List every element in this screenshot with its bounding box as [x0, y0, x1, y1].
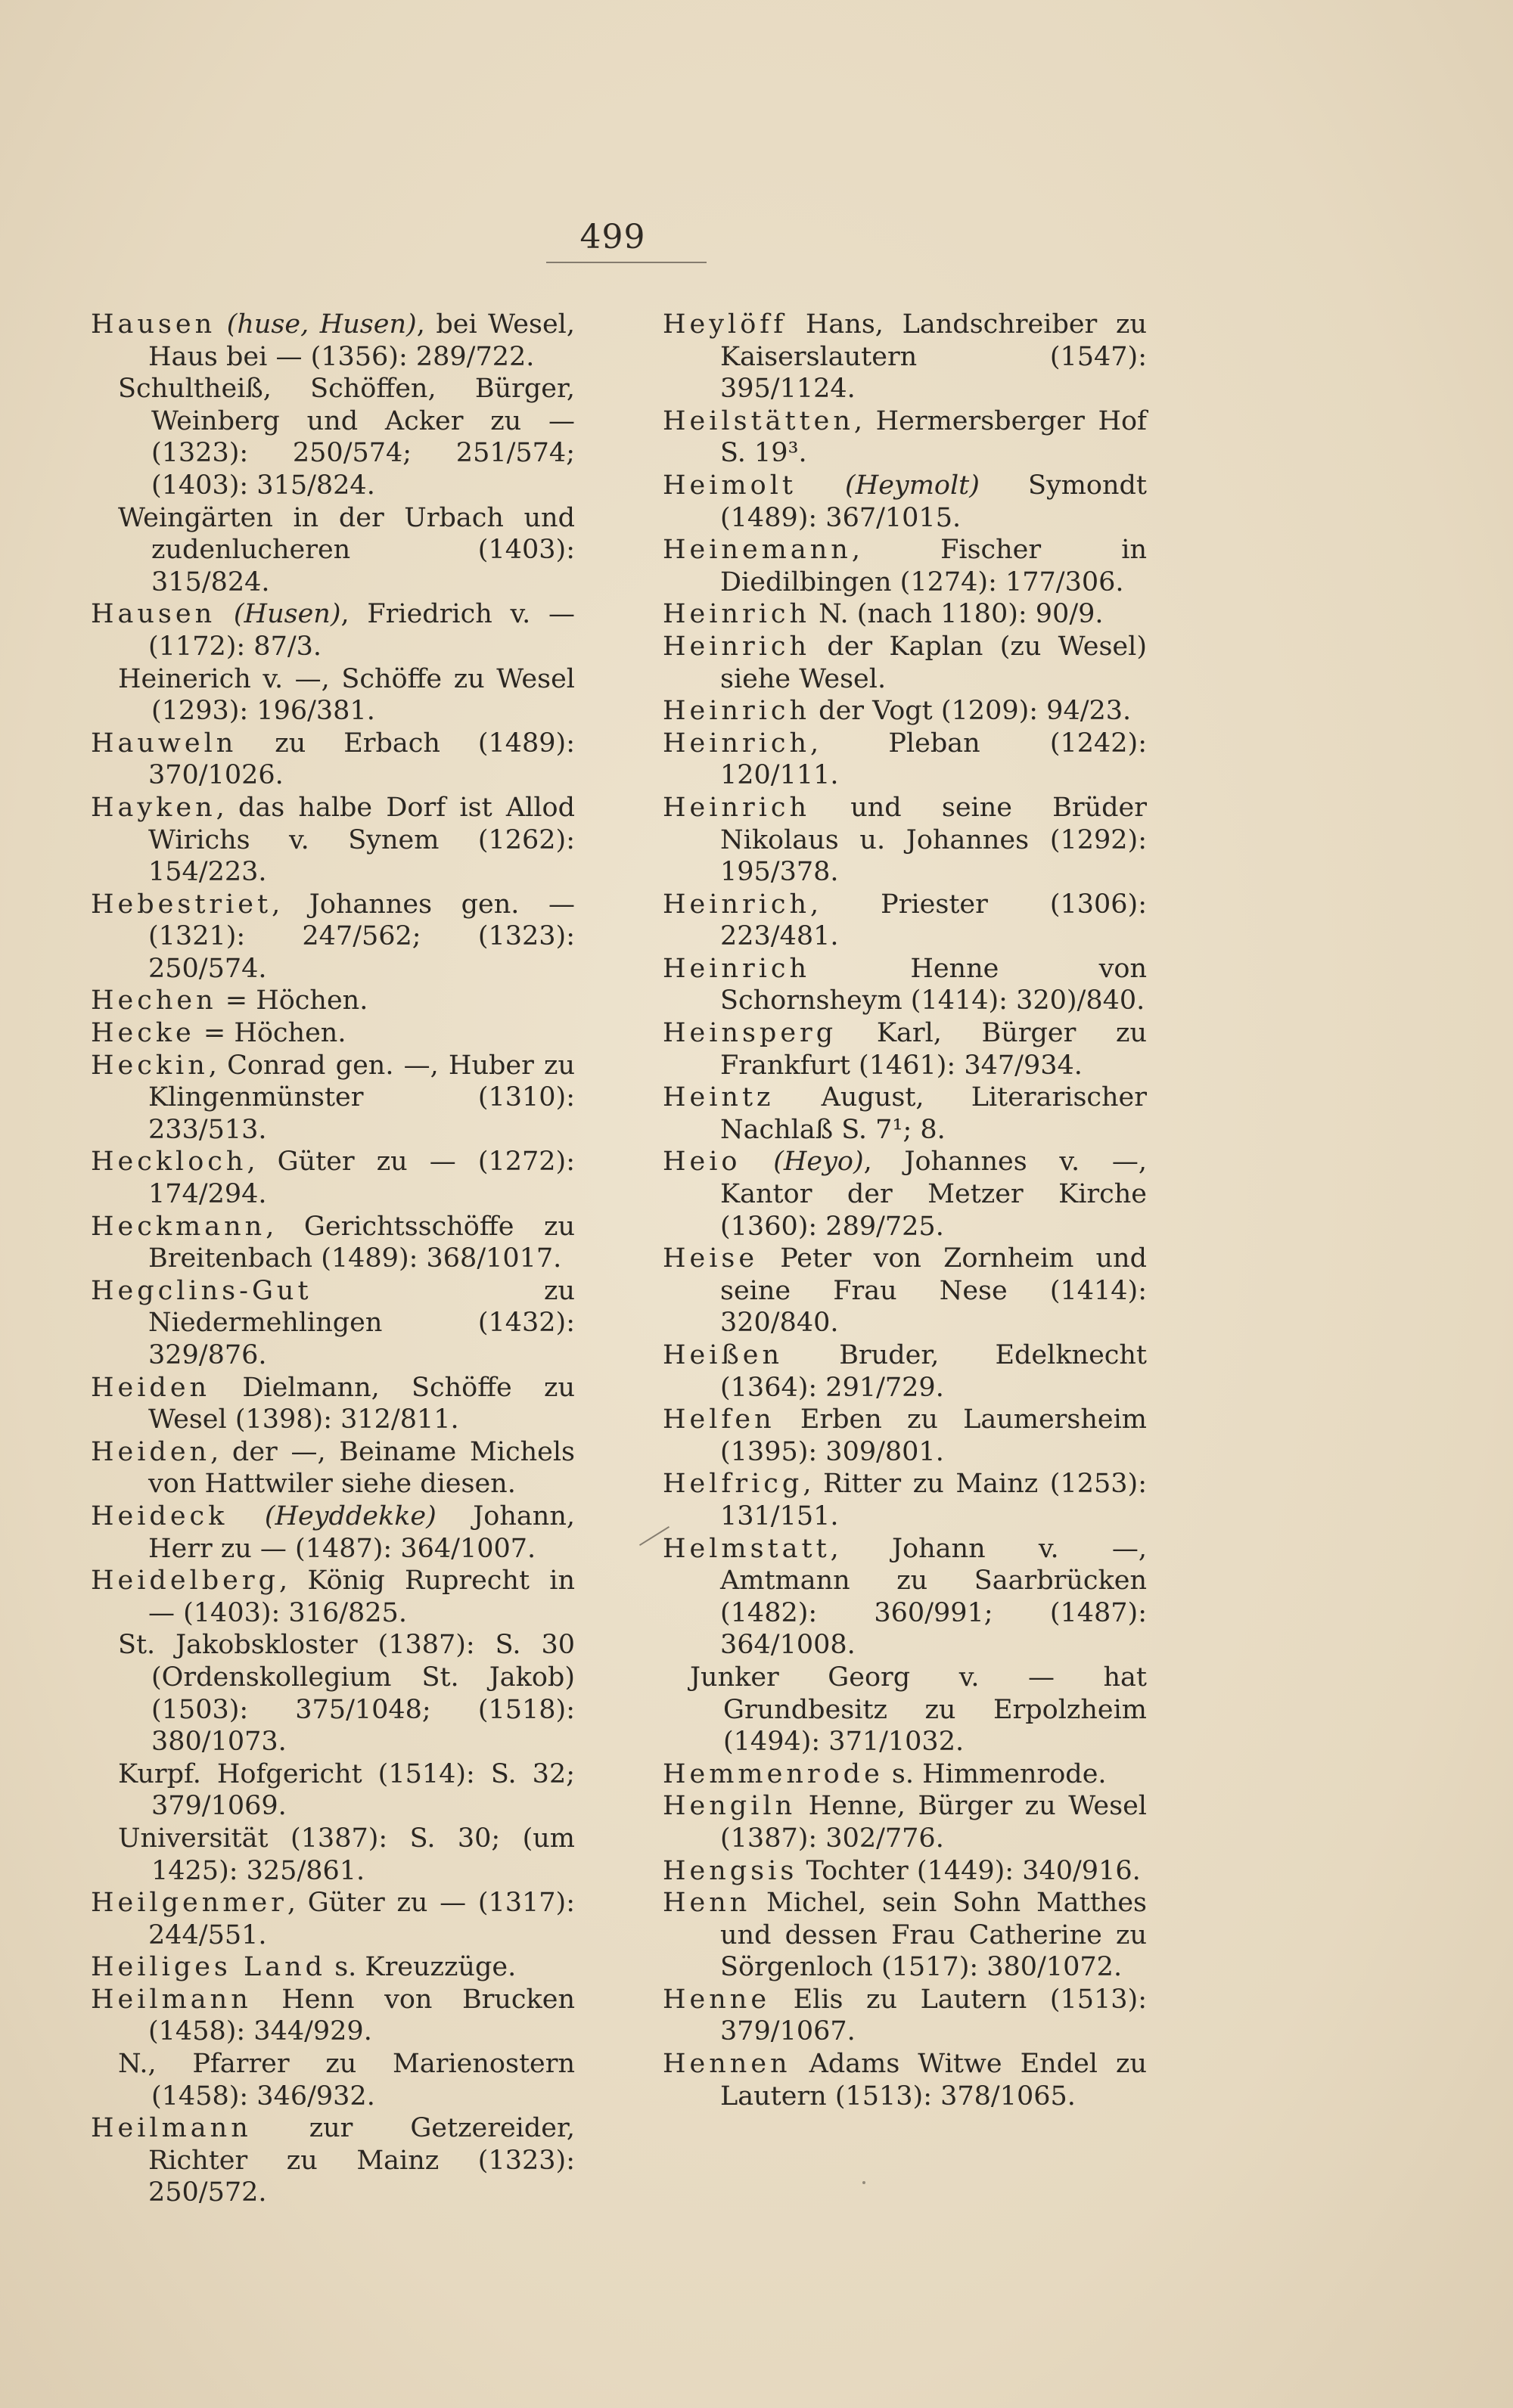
entry-text: Symondt (1489): 367/1015. — [720, 470, 1147, 533]
entry-headword: Heckin — [91, 1050, 209, 1081]
index-entry — [663, 889, 1147, 953]
index-entry — [91, 598, 575, 663]
entry-headword: Heidelberg — [91, 1566, 279, 1597]
index-entry — [663, 1339, 1147, 1404]
entry-headword: Hengiln — [663, 1791, 797, 1822]
entry-text: zur Getzereider, Richter zu Mainz (1323): 250/572. — [148, 2113, 575, 2208]
entry-headword: Hemmenrode — [663, 1758, 884, 1789]
entry-text: , König Ruprecht in — (1403): 316/825. — [148, 1566, 575, 1628]
index-subentry — [91, 1629, 575, 1758]
entry-text: = Höchen. — [194, 1018, 346, 1049]
page-number-rule — [546, 262, 707, 263]
entry-headword: Heinrich — [663, 889, 811, 920]
entry-text: s. Kreuzzüge. — [326, 1952, 517, 1983]
entry-text: N. (nach 1180): 90/9. — [810, 599, 1104, 630]
index-entry — [663, 1758, 1147, 1791]
entry-headword: Heckloch — [91, 1147, 247, 1178]
index-subentry — [91, 1823, 575, 1887]
entry-headword: Heiliges Land — [91, 1952, 327, 1983]
index-entry — [91, 1565, 575, 1629]
subentry-text: Junker Georg v. — hat Grundbesitz zu Erpolzheim (1494): 371/1032. — [690, 1662, 1147, 1758]
left-column — [91, 309, 575, 2209]
index-entry — [663, 1017, 1147, 1081]
entry-text: Dielmann, Schöffe zu Wesel (1398): 312/811. — [148, 1372, 575, 1435]
entry-text: , der —, Beiname Michels von Hattwiler siehe diesen. — [148, 1436, 575, 1500]
entry-headword: Heinrich — [663, 631, 811, 662]
entry-text: , Friedrich v. — (1172): 87/3. — [148, 599, 575, 662]
entry-headword: Heio — [663, 1147, 741, 1178]
entry-variant-spelling: (Husen) — [233, 599, 341, 630]
index-entry — [663, 405, 1147, 470]
page-number: 499 — [579, 218, 646, 256]
index-entry — [663, 309, 1147, 405]
entry-text: Henne, Bürger zu Wesel (1387): 302/776. — [720, 1791, 1147, 1854]
entry-headword: Heideck — [91, 1500, 228, 1531]
entry-headword: Heinemann — [663, 535, 852, 566]
index-entry — [663, 1984, 1147, 2048]
entry-headword: Heinsperg — [663, 1018, 837, 1049]
index-entry — [663, 470, 1147, 534]
subentry-text: Weingärten in der Urbach und zudenlucheren (1403): 315/824. — [118, 502, 575, 597]
index-subentry — [663, 1662, 1147, 1758]
entry-headword: Hengsis — [663, 1855, 798, 1886]
entry-headword: Heilstätten — [663, 405, 854, 436]
entry-headword: Heinrich — [663, 599, 811, 630]
subentry-text: N., Pfarrer zu Marienostern (1458): 346/932. — [118, 2049, 575, 2112]
entry-headword: Helfen — [663, 1404, 775, 1435]
index-entry — [91, 1887, 575, 1951]
entry-text: Johann, Herr zu — (1487): 364/1007. — [148, 1500, 575, 1564]
entry-text: zu Niedermehlingen (1432): 329/876. — [148, 1275, 575, 1370]
index-entry — [663, 1887, 1147, 1984]
entry-headword: Hegclins-Gut — [91, 1275, 312, 1306]
index-entry — [91, 1146, 575, 1210]
index-subentry — [91, 1758, 575, 1823]
index-entry — [91, 1275, 575, 1372]
subentry-text: Schultheiß, Schöffen, Bürger, Weinberg und Acker zu — (1323): 250/574; 251/574; (1403): 315/824. — [118, 374, 575, 501]
entry-text: , Ritter zu Mainz (1253): 131/151. — [720, 1469, 1147, 1531]
index-entry — [91, 728, 575, 792]
entry-text: , Pleban (1242): 120/111. — [720, 728, 1147, 791]
entry-headword: Heilgenmer — [91, 1888, 287, 1919]
index-entry — [663, 1404, 1147, 1468]
index-subentry — [91, 663, 575, 728]
index-entry — [91, 1050, 575, 1147]
entry-headword: Heylöff — [663, 309, 788, 340]
index-entry — [91, 2112, 575, 2209]
index-subentry — [91, 2048, 575, 2112]
index-entry — [91, 1211, 575, 1275]
entry-variant-spelling: (Heyddekke) — [264, 1500, 437, 1531]
right-column — [663, 309, 1147, 2112]
entry-headword: Heißen — [663, 1340, 784, 1370]
entry-headword: Helmstatt — [663, 1533, 831, 1564]
index-entry — [663, 953, 1147, 1017]
index-entry — [663, 1790, 1147, 1854]
index-entry — [663, 2048, 1147, 2112]
entry-text: Henne von Schornsheym (1414): 320)/840. — [720, 953, 1147, 1016]
index-entry — [663, 695, 1147, 728]
entry-headword: Hayken — [91, 792, 216, 823]
index-entry — [663, 1468, 1147, 1532]
entry-text: , Johannes v. —, Kantor der Metzer Kirche (1360): 289/725. — [720, 1147, 1147, 1242]
index-entry — [663, 1243, 1147, 1339]
subentry-text: St. Jakobskloster (1387): S. 30 (Ordenskollegium St. Jakob) (1503): 375/1048; (1518): 380/1073. — [118, 1630, 575, 1758]
entry-variant-spelling: (huse, Husen) — [226, 309, 417, 340]
entry-text: der Vogt (1209): 94/23. — [810, 696, 1132, 727]
entry-headword: Hennen — [663, 2049, 791, 2080]
entry-headword: Heinrich — [663, 728, 811, 759]
entry-text: und seine Brüder Nikolaus u. Johannes (1292): 195/378. — [720, 792, 1147, 888]
entry-headword: Hauweln — [91, 728, 238, 759]
index-entry — [663, 1855, 1147, 1888]
entry-headword: Heckmann — [91, 1211, 266, 1242]
entry-headword: Heinrich — [663, 953, 811, 984]
entry-headword: Heiden — [91, 1372, 211, 1403]
entry-headword: Hechen — [91, 985, 217, 1016]
entry-text: s. Himmenrode. — [883, 1758, 1107, 1789]
index-entry — [663, 1533, 1147, 1662]
index-entry — [663, 728, 1147, 792]
index-entry — [91, 1984, 575, 2048]
ink-speck — [862, 2181, 865, 2184]
entry-text: , Gerichtsschöffe zu Breitenbach (1489): 368/1017. — [148, 1211, 575, 1274]
index-subentry — [91, 502, 575, 599]
entry-headword: Heimolt — [663, 470, 797, 501]
entry-headword: Hebestriet — [91, 889, 272, 920]
index-entry — [91, 1017, 575, 1050]
index-entry — [91, 792, 575, 889]
entry-headword: Heinrich — [663, 792, 811, 823]
entry-text: , bei Wesel, Haus bei — (1356): 289/722. — [148, 309, 575, 372]
entry-variant-spelling: (Heymolt) — [845, 470, 980, 501]
index-entry — [91, 1372, 575, 1436]
index-entry — [91, 1436, 575, 1500]
entry-headword: Heilmann — [91, 2113, 252, 2144]
entry-text: = Höchen. — [216, 985, 368, 1016]
entry-text: , Hermersberger Hof S. 19³. — [720, 405, 1147, 469]
entry-headword: Hausen — [91, 309, 216, 340]
entry-headword: Henne — [663, 1984, 771, 2015]
index-entry — [663, 1081, 1147, 1146]
entry-text: August, Literarischer Nachlaß S. 7¹; 8. — [720, 1082, 1147, 1145]
entry-headword: Heiden — [91, 1436, 211, 1467]
entry-headword: Hausen — [91, 599, 216, 630]
entry-text: , Güter zu — (1272): 174/294. — [148, 1147, 575, 1210]
entry-text: zu Erbach (1489): 370/1026. — [148, 728, 575, 791]
entry-text: Bruder, Edelknecht (1364): 291/729. — [720, 1340, 1147, 1403]
entry-headword: Hecke — [91, 1018, 195, 1049]
entry-text: , das halbe Dorf ist Allod Wirichs v. Synem (1262): 154/223. — [148, 792, 575, 888]
entry-text: , Conrad gen. —, Huber zu Klingenmünster (1310): 233/513. — [148, 1050, 575, 1145]
entry-variant-spelling: (Heyo) — [773, 1147, 864, 1178]
index-entry — [91, 1500, 575, 1565]
entry-headword: Heintz — [663, 1082, 775, 1113]
subentry-text: Universität (1387): S. 30; (um 1425): 325/861. — [118, 1823, 575, 1886]
index-subentry — [91, 373, 575, 501]
entry-text: , Güter zu — (1317): 244/551. — [148, 1888, 575, 1950]
index-entry — [91, 889, 575, 985]
entry-headword: Helfricg — [663, 1469, 803, 1500]
entry-text: Tochter (1449): 340/916. — [797, 1855, 1141, 1886]
entry-text: Henn von Brucken (1458): 344/929. — [148, 1984, 575, 2047]
entry-text: , Johann v. —, Amtmann zu Saarbrücken (1482): 360/991; (1487): 364/1008. — [720, 1533, 1147, 1661]
subentry-text: Kurpf. Hofgericht (1514): S. 32; 379/1069. — [118, 1758, 575, 1822]
entry-headword: Heise — [663, 1243, 759, 1274]
index-entry — [91, 985, 575, 1017]
index-entry — [91, 1951, 575, 1984]
entry-text: der Kaplan (zu Wesel) siehe Wesel. — [720, 631, 1147, 694]
entry-text: Elis zu Lautern (1513): 379/1067. — [720, 1984, 1147, 2047]
index-entry — [663, 792, 1147, 889]
entry-headword: Henn — [663, 1888, 751, 1919]
subentry-text: Heinerich v. —, Schöffe zu Wesel (1293): 196/381. — [118, 663, 575, 727]
entry-text: , Fischer in Diedilbingen (1274): 177/306. — [720, 535, 1147, 597]
entry-text: Hans, Landschreiber zu Kaiserslautern (1547): 395/1124. — [720, 309, 1147, 405]
entry-text: Peter von Zornheim und seine Frau Nese (1414): 320/840. — [720, 1243, 1147, 1339]
entry-text: Adams Witwe Endel zu Lautern (1513): 378/1065. — [720, 2049, 1147, 2112]
entry-headword: Heilmann — [91, 1984, 252, 2015]
entry-text: , Priester (1306): 223/481. — [720, 889, 1147, 952]
index-entry — [663, 534, 1147, 598]
entry-text: Erben zu Laumersheim (1395): 309/801. — [720, 1404, 1147, 1467]
index-entry — [663, 598, 1147, 631]
index-entry — [663, 1146, 1147, 1243]
index-entry — [663, 631, 1147, 695]
index-entry — [91, 309, 575, 373]
entry-text: Michel, sein Sohn Matthes und dessen Frau Catherine zu Sörgenloch (1517): 380/1072. — [720, 1888, 1147, 1983]
entry-text: Karl, Bürger zu Frankfurt (1461): 347/934. — [720, 1018, 1147, 1081]
entry-text: , Johannes gen. — (1321): 247/562; (1323): 250/574. — [148, 889, 575, 984]
entry-headword: Heinrich — [663, 696, 811, 727]
